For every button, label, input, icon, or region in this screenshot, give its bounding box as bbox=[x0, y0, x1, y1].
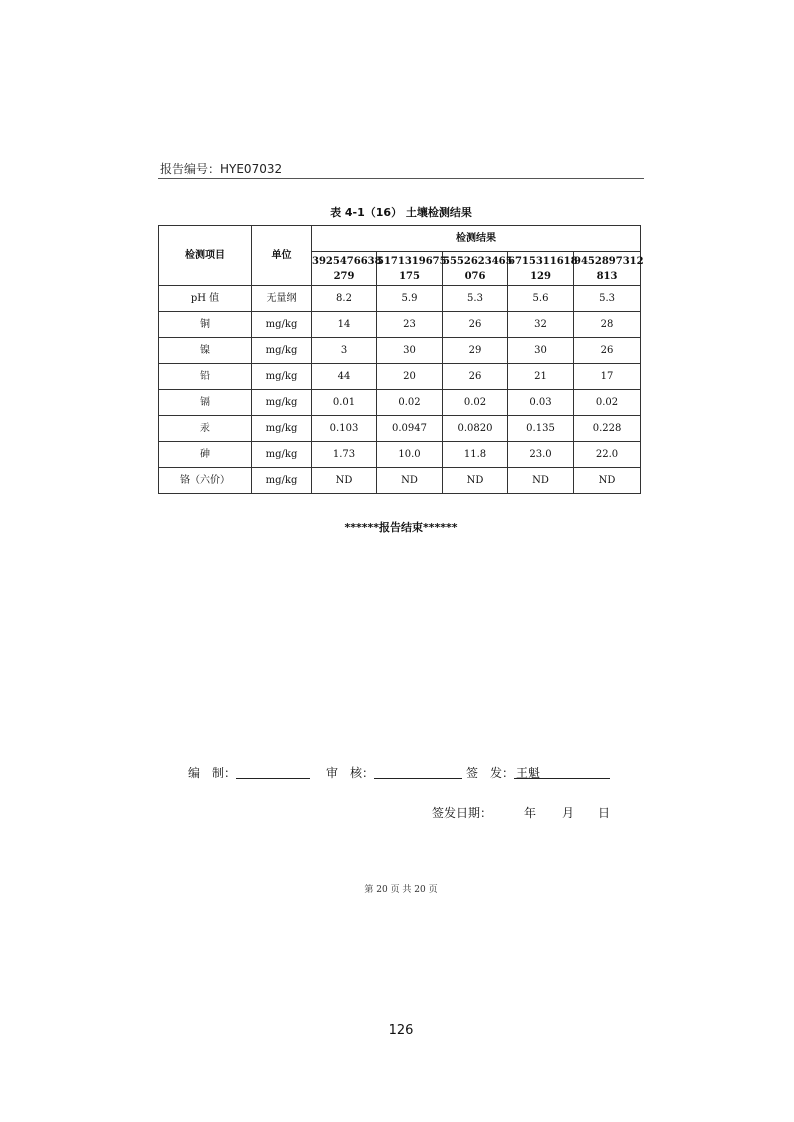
date-month: 月 bbox=[562, 806, 575, 820]
table-header-row bbox=[159, 226, 641, 252]
result-value: 0.02 bbox=[377, 390, 443, 416]
review-signature-line bbox=[374, 778, 462, 779]
result-value: 5.6 bbox=[508, 286, 574, 312]
table-row bbox=[159, 468, 641, 494]
item-unit: mg/kg bbox=[252, 390, 312, 416]
item-unit: mg/kg bbox=[252, 416, 312, 442]
col-header-results: 检测结果 bbox=[312, 226, 641, 252]
result-value: 11.8 bbox=[443, 442, 508, 468]
table-title: 表 4-1（16） 土壤检测结果 bbox=[330, 206, 472, 219]
result-value: 26 bbox=[443, 312, 508, 338]
result-value: 0.103 bbox=[312, 416, 377, 442]
item-name: 铜 bbox=[159, 312, 252, 338]
col-header-unit: 单位 bbox=[252, 226, 312, 286]
item-unit: mg/kg bbox=[252, 312, 312, 338]
result-value: 0.02 bbox=[443, 390, 508, 416]
result-value: ND bbox=[312, 468, 377, 494]
result-value: 3 bbox=[312, 338, 377, 364]
col-header-item: 检测项目 bbox=[159, 226, 252, 286]
review-label: 审 核： bbox=[326, 766, 375, 780]
sample-id: 3925476638 279 bbox=[312, 252, 377, 286]
result-value: 20 bbox=[377, 364, 443, 390]
report-number: 报告编号：HYE07032 bbox=[160, 162, 283, 176]
table-row bbox=[159, 390, 641, 416]
compile-signature-line bbox=[236, 778, 310, 779]
result-value: 26 bbox=[574, 338, 641, 364]
date-label: 签发日期： bbox=[432, 806, 493, 820]
result-value: 28 bbox=[574, 312, 641, 338]
item-name: 镉 bbox=[159, 390, 252, 416]
result-value: 23.0 bbox=[508, 442, 574, 468]
item-unit: mg/kg bbox=[252, 338, 312, 364]
result-value: 32 bbox=[508, 312, 574, 338]
item-name: 汞 bbox=[159, 416, 252, 442]
item-unit: mg/kg bbox=[252, 468, 312, 494]
issue-label: 签 发： bbox=[466, 766, 515, 780]
result-value: 30 bbox=[508, 338, 574, 364]
item-name: 铬（六价） bbox=[159, 468, 252, 494]
page-of-total: 第 20 页 共 20 页 bbox=[364, 885, 438, 895]
result-value: 5.3 bbox=[574, 286, 641, 312]
item-name: 砷 bbox=[159, 442, 252, 468]
result-value: ND bbox=[377, 468, 443, 494]
item-name: 铅 bbox=[159, 364, 252, 390]
item-unit: 无量纲 bbox=[252, 286, 312, 312]
sample-id: 9452897312 813 bbox=[574, 252, 641, 286]
result-value: 8.2 bbox=[312, 286, 377, 312]
item-name: pH 值 bbox=[159, 286, 252, 312]
result-value: ND bbox=[508, 468, 574, 494]
table-row bbox=[159, 416, 641, 442]
result-value: 0.0947 bbox=[377, 416, 443, 442]
report-end-mark: ******报告结束****** bbox=[344, 521, 458, 534]
result-value: 0.135 bbox=[508, 416, 574, 442]
result-value: ND bbox=[443, 468, 508, 494]
table-row bbox=[159, 338, 641, 364]
date-year: 年 bbox=[524, 806, 537, 820]
soil-results-table bbox=[158, 225, 644, 494]
result-value: 23 bbox=[377, 312, 443, 338]
result-value: 5.3 bbox=[443, 286, 508, 312]
sample-id: 5171319675 175 bbox=[377, 252, 443, 286]
result-value: 14 bbox=[312, 312, 377, 338]
sample-id: 5552623465 076 bbox=[443, 252, 508, 286]
issuer-name: 王魁 bbox=[516, 766, 541, 780]
result-value: 44 bbox=[312, 364, 377, 390]
signature-row bbox=[188, 764, 618, 780]
result-value: ND bbox=[574, 468, 641, 494]
result-value: 30 bbox=[377, 338, 443, 364]
result-value: 0.02 bbox=[574, 390, 641, 416]
compile-label: 编 制： bbox=[188, 766, 237, 780]
issue-signature-line bbox=[514, 778, 610, 779]
result-value: 0.03 bbox=[508, 390, 574, 416]
page-number: 126 bbox=[388, 1023, 414, 1038]
item-unit: mg/kg bbox=[252, 364, 312, 390]
result-value: 29 bbox=[443, 338, 508, 364]
result-value: 1.73 bbox=[312, 442, 377, 468]
table-row bbox=[159, 312, 641, 338]
result-value: 21 bbox=[508, 364, 574, 390]
result-value: 5.9 bbox=[377, 286, 443, 312]
result-value: 0.01 bbox=[312, 390, 377, 416]
result-value: 0.228 bbox=[574, 416, 641, 442]
header-divider bbox=[158, 178, 644, 179]
result-value: 26 bbox=[443, 364, 508, 390]
result-value: 22.0 bbox=[574, 442, 641, 468]
table-row bbox=[159, 286, 641, 312]
item-unit: mg/kg bbox=[252, 442, 312, 468]
issue-date-row bbox=[432, 804, 632, 820]
item-name: 镍 bbox=[159, 338, 252, 364]
table-row bbox=[159, 364, 641, 390]
result-value: 17 bbox=[574, 364, 641, 390]
table-row bbox=[159, 442, 641, 468]
result-value: 0.0820 bbox=[443, 416, 508, 442]
sample-id: 6715311618 129 bbox=[508, 252, 574, 286]
result-value: 10.0 bbox=[377, 442, 443, 468]
date-day: 日 bbox=[598, 806, 611, 820]
